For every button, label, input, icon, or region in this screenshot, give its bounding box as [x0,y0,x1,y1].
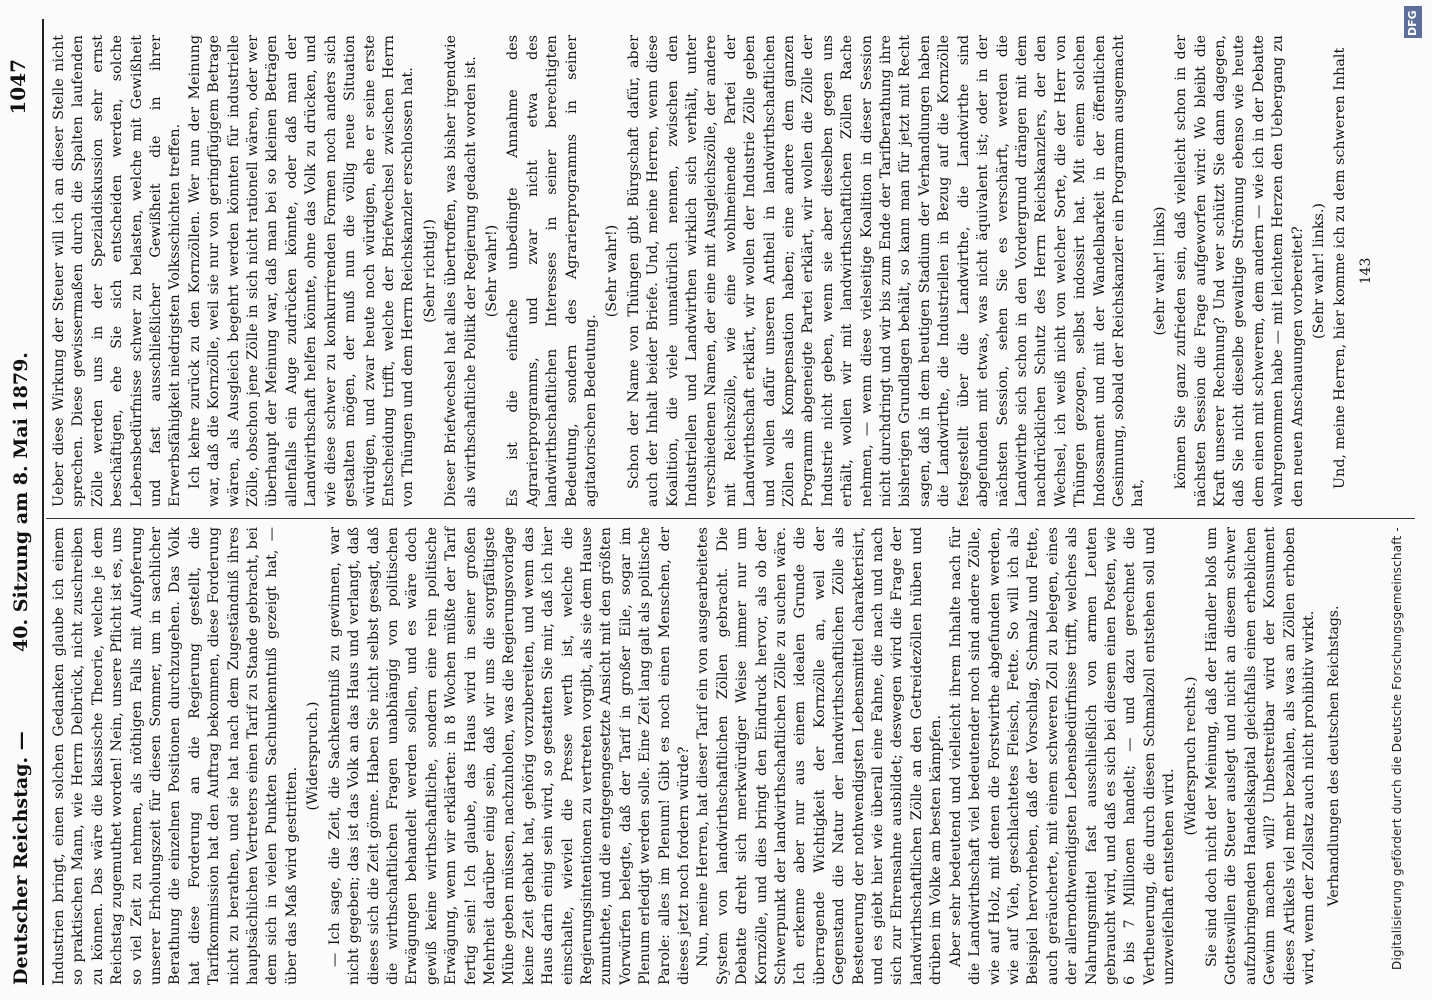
page-number: 1047 [6,59,30,115]
interjection: (Sehr wahr!) [483,224,500,318]
margin-note [1380,40,1420,980]
signature-line: 143 [1357,257,1374,285]
column-separator [46,518,1415,519]
paragraph: Nun, meine Herren, hat dieser Tarif ein von ausgearbeitetes System von landwirthschaftlichen Zöllen gebracht. Die Debatte dreht sich merkwürdiger Weise immer nur um Kornzölle, und dies bringt den Eindruck hervor, als ob der Schwerpunkt der landwirthschaftlichen Zölle zu suchen wäre. Ich erkenne aber nur aus einem idealen Grunde die überragende Wichtigkeit der Kornzölle an, weil der Gegenstand die Natur der landwirthschaftlichen Zölle als Besteuerung der nothwendigsten Lebensmittel charakterisirt, und es giebt hier wie überall eine Fahne, die nach und nach sich zur Ehrensahne ausbildet; deswegen wird die Frage der landwirthschaftlichen Zölle an den Getreidezöllen hüben und drüben im Volke am besten kämpfen. [695,527,945,985]
paragraph: Schon der Name von Thüngen gibt Bürgschaft dafür, aber auch der Inhalt beider Briefe. Und, meine Herren, wenn diese Koalition, die viele unnatürlich nennen, zwischen den Industriellen und Landwirthen wirklich sich verhält, unter verschiedenen Namen, der eine mit Ausgleichszölle, der andere mit Reichszölle, wie eine wohlmeinende Partei der Landwirthschaft erklärt, wir wollen der Industrie Zölle geben und wollen dafür unseren Antheil in landwirthschaftlichen Zöllen als Kompensation haben; eine andere dem ganzen Programm abgeneigte Partei erklärt, wir wollen die Zölle der Industrie nicht geben, wenn sie aber dieselben gegen uns erhält, wollen wir mit landwirthschaftlichen Zöllen Rache nehmen, — wenn diese vielseitige Koalition in dieser Session nicht durchdringt und wir bis zum Ende der Tarifberathung ihre bisherigen Grundlagen behält, so kann man für jetzt mit Recht sagen, daß in dem heutigen Stadium der Verhandlungen haben die Landwirthe, die Industriellen in Bezug auf die Kornzölle festgestellt über die Landwirthe, die Landwirthe sind abgefunden mit etwas, was nicht äquivalent ist; oder in der nächsten Session, sehen Sie es verschärft, werden die Landwirthe sich schon in den Vordergrund drängen mit dem nachdrücklichen Schutz des Herrn Reichskanzlers, der den Wechsel, ich weiß nicht von welcher Sorte, die der Herr von Thüngen gezogen, selbst indossirt hat. Mit einem solchen Indossament und mit der Wandelbarkeit in der öffentlichen Gesinnung, sobald der Reichskanzler ein Programm ausgemacht hat, [625,35,1147,507]
paragraph: Ueber diese Wirkung der Steuer will ich an dieser Stelle nicht sprechen. Diese gewissermaßen durch die Spalten laufenden Zölle werden uns in der Spezialdiskussion sehr ernst beschäftigen, ehe Sie sich entscheiden werden, solche Lebensbedürfnisse schwer zu belasten, welche mit Gewißheit und fast ausschließlicher Gewißheit die in ihrer Erwerbsfähigkeit niedrigsten Volksschichten treffen. [51,35,184,507]
interjection: (Sehr wahr!) [604,224,621,318]
paragraph: Industrien bringt, einen solchen Gedanken glaube ich einem so praktischen Mann, wie Herrn Delbrück, nicht zuschreiben zu können. Das wäre die klassische Theorie, welche je dem Reichstag zugemuthet worden! Nein, unsere Pflicht ist es, uns so viel Zeit zu nehmen, als nöthigen Falls mit Aufopferung unserer Erholungszeit für diesen Sommer, um in sachlicher Berathung die einzelnen Positionen durchzugehen. Das Volk hat diese Forderung an die Regierung gestellt, die Tarifkommission hat den Auftrag bekommen, diese Forderung nicht zu berathen, und sie hat nach dem Zugeständniß ihres hauptsächlichen Vertreters einen Tarif zu Stande gebracht, bei dem sich in vielen Punkten Sachunkenntniß gezeigt hat, — über das Maß wird gestritten. [51,527,300,985]
column-right [50,35,1411,507]
paragraph: Aber sehr bedeutend und vielleicht ihrem Inhalte nach für die Landwirthschaft viel bedeutender noch sind andere Zölle, wie auf Holz, mit denen die Forstwirthe abgefunden werden, wie auf Vieh, geschlachtetes Fleisch, Fette. So will ich als Beispiel hervorheben, daß der Vorschlag, Schmalz und Fette, auch geräucherte, mit einem schweren Zoll zu belegen, eines der allernothwendigsten Lebensbedürfnisse trifft, welches als Nahrungsmittel fast ausschließlich von armen Leuten gebraucht wird, und daß es sich bei diesem einen Posten, wie 6 bis 7 Millionen handelt; — und dazu gerechnet die Vertheuerung, die durch diesen Schmalzoll entstehen soll und unzweifelhaft entstehen wird. [947,527,1178,985]
paragraph: Dieser Briefwechsel hat alles übertroffen, was bisher irgendwie als wirthschaftliche Politik der Regierung gedacht worden ist. [443,35,479,507]
page-header [6,19,40,985]
interjection: (Widerspruch.) [305,701,322,811]
column-left [50,527,1411,985]
interjection: (sehr wahr! links) [1151,206,1168,336]
header-left: Deutscher Reichstag. — [10,731,32,985]
interjection: (Sehr richtig!) [421,219,438,323]
paragraph: Und, meine Herren, hier komme ich zu dem schweren Inhalt [1332,47,1349,489]
paragraph: Ich kehre zurück zu den Kornzöllen. Wer nun der Meinung war, daß die Kornzölle, weil sie nur von geringfügigem Betrage wären, als Ausgleich begehrt werden könnten für industrielle Zölle, obschon jene Zölle in sich nicht rationell wären, oder wer überhaupt der Meinung war, daß man bei so kleinen Beträgen allenfalls ein Auge zudrücken könnte, oder daß man der Landwirthschaft helfen könnte, ohne das Volk zu drücken, und wie diese schwer zu konkurrirenden Formen noch anders sich gestalten mögen, der muß nun die völlig neue Situation würdigen, und zwar heute noch würdigen, ehe er seine erste Entscheidung trifft, welche der Briefwechsel zwischen Herrn von Thüngen und dem Herrn Reichskanzler erschlossen hat. [186,35,417,507]
signature-line: Verhandlungen des deutschen Reichstags. [1326,605,1343,907]
margin-note-text: Digitalisierung gefördert durch die Deutsche Forschungsgemeinschaft - [1390,527,1404,970]
paragraph: können Sie ganz zufrieden sein, daß vielleicht schon in der nächsten Session die Frage aufgeworfen wird: Wo bleibt die Kraft unserer Rechnung? Und wer schützt Sie dann dagegen, daß Sie nicht dieselbe gewaltige Strömung ebenso wie heute dem einen mit schwerem, dem andern — wie ich in der Debatte wahrgenommen habe — mit leichtem Herzen den Uebergang zu den neuen Anschauungen vorbereitet? [1173,35,1306,507]
paragraph: — Ich sage, die Zeit, die Sachkenntniß zu gewinnen, war nicht gegeben; das ist das Volk an das Haus und verlangt, daß dieses sich die Zeit gönne. Haben Sie nicht selbst gesagt, daß die wirthschaftlichen Fragen unabhängig von politischen Erwägungen behandelt werden sollen, und es wäre doch gewiß keine wirthschaftliche, sondern eine rein politische Erwägung, wenn wir erklärten: in 8 Wochen müßte der Tarif fertig sein! Ich glaube, das Haus wird in seiner großen Mehrheit darüber einig sein, daß wir uns die sorgfältigste Mühe geben müssen, nachzuholen, was die Regierungsvorlage keine Zeit gehabt hat, gehörig vorzubereiten, und wenn das Haus darin einig sein wird, so gestatten Sie mir, daß ich hier einschalte, wieviel die Presse werth ist, welche die Regierungsintentionen zu vertreten vorgibt, als sie dem Hause zumuthete, und die entgegengesetzte Ansicht mit den größten Vorwürfen belegte, daß der Tarif in großer Eile, sogar im Plenum erledigt werden solle. Eine Zeit lang galt als politische Parole: alles im Plenum! Gibt es noch einen Menschen, der dieses jetzt noch fordern würde? [326,527,692,985]
dfg-logo-text: DFG [1406,10,1419,36]
interjection: (Sehr wahr! links.) [1311,203,1327,339]
paragraph: Es ist die einfache unbedingte Annahme des Agrarierprogramms, und zwar nicht etwa des landwirthschaftlichen Interesses in seiner berechtigten Bedeutung, sondern des Agrarierprogramms in seiner agitatorischen Bedeutung. [505,35,599,507]
header-center: 40. Sitzung am 8. Mai 1879. [10,352,32,652]
interjection: (Widerspruch rechts.) [1182,676,1199,836]
header-rule [42,19,44,985]
paragraph: Sie sind doch nicht der Meinung, daß der Händler bloß um Gotteswillen die Steuer auslegt und nicht an diesem schwer aufzubringenden Handelskapital gleichfalls einen erheblichen Gewinn machen will? Unbestreitbar wird der Konsument dieses Artikels viel mehr bezahlen, als was an Zöllen erhoben wird, wenn der Zollsatz auch nicht prohibitiv wirkt. [1203,527,1317,985]
rotated-page [0,7,1423,997]
